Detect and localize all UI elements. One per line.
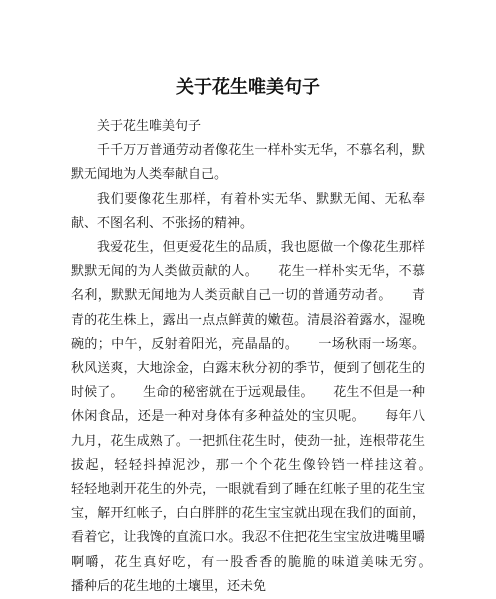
document-title: 关于花生唯美句子 (176, 77, 320, 98)
paragraph: 我爱花生，但更爱花生的品质，我也愿做一个像花生那样默默无闻的为人类做贡献的人。 花生一样朴实无华，不慕名利，默默无闻地为人类贡献自己一切的普通劳动者。 青青的花生株上，露出一点点鲜黄的嫩苞。清晨浴着露水，湿晚碗的；中午，反射着阳光，亮晶晶的。 一场秋雨一场寒。秋风送爽，大地涂金，白露末秋分初的季节，便到了刨花生的时候了。 生命的秘密就在于远观最佳。 花生不但是一种休闲食品，还是一种对身体有多种益处的宝贝呢。 每年八九月，花生成熟了。一把抓住花生时，使劲一扯，连根带花生拔起，轻轻抖掉泥沙，那一个个花生像铃铛一样挂这着。 轻轻地剥开花生的外壳，一眼就看到了睡在红帐子里的花生宝宝，解开红帐子，白白胖胖的花生宝宝就出现在我们的面前，看着它，让我馋的直流口水。我忍不住把花生宝宝放进嘴里嚼啊嚼，花生真好吃，有一股香香的脆脆的味道美味无穷。 播种后的花生地的土壤里，还未免 (71, 240, 452, 594)
paragraph: 千千万万普通劳动者像花生一样朴实无华，不慕名利，默默无闻地为人类奉献自己。 (71, 143, 425, 183)
document-body (71, 115, 452, 599)
paragraph: 我们要像花生那样，有着朴实无华、默默无闻、无私奉献、不图名利、不张扬的精神。 (71, 191, 425, 231)
paragraph: 关于花生唯美句子 (97, 119, 202, 134)
